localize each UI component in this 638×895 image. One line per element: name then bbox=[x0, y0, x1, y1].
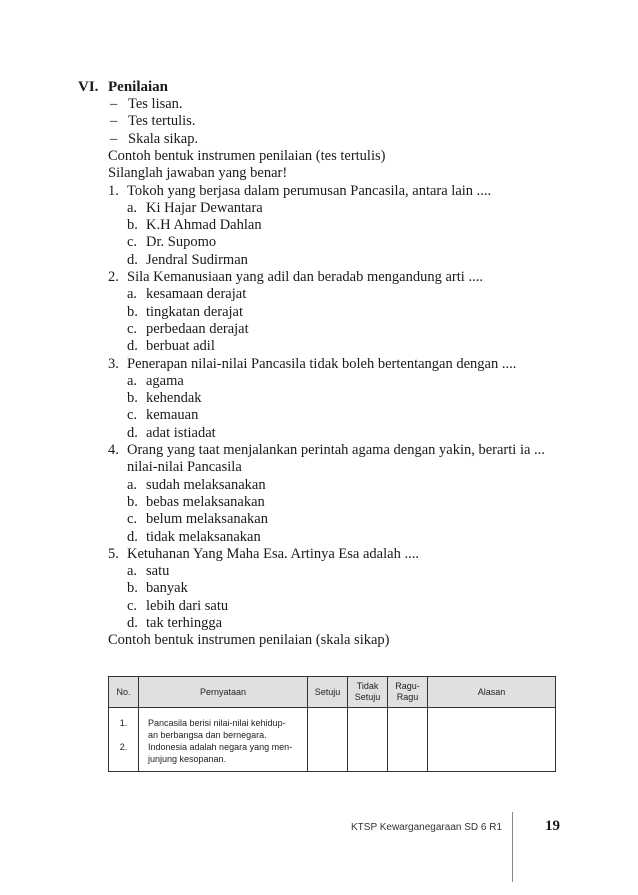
option-letter: a. bbox=[127, 477, 138, 493]
answer-option bbox=[127, 494, 265, 511]
question-line bbox=[108, 356, 516, 373]
question-number: 4. bbox=[108, 442, 119, 458]
question-line bbox=[108, 442, 545, 459]
question-line bbox=[108, 459, 242, 476]
answer-option bbox=[127, 373, 184, 390]
statement-line: an berbangsa dan bernegara. bbox=[148, 730, 267, 740]
question-number: 5. bbox=[108, 546, 119, 562]
header-doubt-line1: Ragu- bbox=[395, 681, 420, 691]
option-text: tak terhingga bbox=[146, 615, 223, 631]
question-text: nilai-nilai Pancasila bbox=[127, 459, 242, 475]
answer-option bbox=[127, 511, 268, 528]
option-letter: d. bbox=[127, 252, 138, 268]
answer-option bbox=[127, 252, 248, 269]
assessment-type-label: Tes tertulis. bbox=[128, 113, 196, 129]
assessment-type-item bbox=[110, 96, 183, 113]
header-disagree-line1: Tidak bbox=[356, 681, 379, 691]
option-text: kehendak bbox=[146, 390, 202, 406]
answer-option bbox=[127, 338, 215, 355]
answer-option bbox=[127, 234, 216, 251]
section-number: VI. bbox=[78, 79, 99, 95]
option-letter: a. bbox=[127, 200, 138, 216]
option-letter: c. bbox=[127, 598, 138, 614]
option-text: banyak bbox=[146, 580, 188, 596]
agree-cell bbox=[308, 708, 348, 772]
answer-option bbox=[127, 217, 262, 234]
question-line bbox=[108, 183, 491, 200]
header-disagree-line2: Setuju bbox=[354, 692, 381, 702]
answer-option bbox=[127, 407, 198, 424]
option-text: kemauan bbox=[146, 407, 199, 423]
table-header-row bbox=[109, 677, 556, 708]
option-text: Jendral Sudirman bbox=[146, 252, 248, 268]
option-text: sudah melaksanakan bbox=[146, 477, 266, 493]
question-text: Orang yang taat menjalankan perintah agama dengan yakin, berarti ia ... bbox=[127, 442, 545, 458]
answer-option bbox=[127, 615, 222, 632]
option-letter: d. bbox=[127, 425, 138, 441]
answer-option bbox=[127, 286, 246, 303]
option-text: bebas melaksanakan bbox=[146, 494, 265, 510]
assessment-type-label: Skala sikap. bbox=[128, 131, 199, 147]
answer-option bbox=[127, 598, 228, 615]
option-letter: d. bbox=[127, 338, 138, 354]
option-letter: c. bbox=[127, 511, 138, 527]
disagree-cell bbox=[348, 708, 388, 772]
option-letter: b. bbox=[127, 494, 138, 510]
header-doubt-line2: Ragu bbox=[396, 692, 419, 702]
option-letter: d. bbox=[127, 615, 138, 631]
doubt-cell bbox=[388, 708, 428, 772]
intro-written: Contoh bentuk instrumen penilaian (tes tertulis) bbox=[108, 148, 386, 164]
row-numbers-cell bbox=[109, 708, 139, 772]
statement-line: Pancasila berisi nilai-nilai kehidup- bbox=[148, 718, 286, 728]
row-number: 1. bbox=[119, 718, 128, 728]
option-letter: b. bbox=[127, 217, 138, 233]
statement-line: Indonesia adalah negara yang men- bbox=[148, 742, 293, 752]
statements-cell bbox=[139, 708, 308, 772]
header-disagree bbox=[348, 677, 388, 708]
header-agree: Setuju bbox=[308, 677, 348, 708]
answer-option bbox=[127, 529, 261, 546]
option-text: tidak melaksanakan bbox=[146, 529, 261, 545]
option-letter: c. bbox=[127, 234, 138, 250]
statement-line: junjung kesopanan. bbox=[148, 754, 227, 764]
option-letter: a. bbox=[127, 373, 138, 389]
section-heading bbox=[78, 79, 168, 96]
dash-bullet: – bbox=[110, 131, 118, 147]
question-number: 2. bbox=[108, 269, 119, 285]
option-text: Ki Hajar Dewantara bbox=[146, 200, 263, 216]
question-number: 1. bbox=[108, 183, 119, 199]
option-letter: c. bbox=[127, 407, 138, 423]
footer-book-title: KTSP Kewarganegaraan SD 6 R1 bbox=[351, 822, 503, 833]
option-text: belum melaksanakan bbox=[146, 511, 268, 527]
answer-option bbox=[127, 580, 188, 597]
option-letter: a. bbox=[127, 286, 138, 302]
question-text: Ketuhanan Yang Maha Esa. Artinya Esa adalah .... bbox=[127, 546, 419, 562]
question-text: Tokoh yang berjasa dalam perumusan Pancasila, antara lain .... bbox=[127, 183, 492, 199]
option-letter: b. bbox=[127, 304, 138, 320]
header-doubt bbox=[388, 677, 428, 708]
assessment-type-item bbox=[110, 131, 198, 148]
option-letter: c. bbox=[127, 321, 138, 337]
option-letter: b. bbox=[127, 390, 138, 406]
page-number: 19 bbox=[545, 818, 560, 834]
question-text: Sila Kemanusiaan yang adil dan beradab mengandung arti .... bbox=[127, 269, 483, 285]
answer-option bbox=[127, 563, 169, 580]
intro-attitude: Contoh bentuk instrumen penilaian (skala sikap) bbox=[108, 632, 390, 648]
option-text: agama bbox=[146, 373, 184, 389]
instruction: Silanglah jawaban yang benar! bbox=[108, 165, 288, 181]
option-letter: b. bbox=[127, 580, 138, 596]
dash-bullet: – bbox=[110, 113, 118, 129]
option-text: berbuat adil bbox=[146, 338, 215, 354]
assessment-type-label: Tes lisan. bbox=[128, 96, 183, 112]
answer-option bbox=[127, 390, 202, 407]
answer-option bbox=[127, 477, 266, 494]
option-text: K.H Ahmad Dahlan bbox=[146, 217, 262, 233]
answer-option bbox=[127, 200, 263, 217]
reason-cell bbox=[428, 708, 556, 772]
option-text: Dr. Supomo bbox=[146, 234, 217, 250]
header-statement: Pernyataan bbox=[139, 677, 308, 708]
question-text: Penerapan nilai-nilai Pancasila tidak boleh bertentangan dengan .... bbox=[127, 356, 517, 372]
option-letter: d. bbox=[127, 529, 138, 545]
header-no: No. bbox=[109, 677, 139, 708]
option-letter: a. bbox=[127, 563, 138, 579]
assessment-type-item bbox=[110, 113, 195, 130]
answer-option bbox=[127, 321, 249, 338]
answer-option bbox=[127, 304, 243, 321]
option-text: perbedaan derajat bbox=[146, 321, 249, 337]
question-line bbox=[108, 546, 419, 563]
option-text: satu bbox=[146, 563, 170, 579]
header-reason: Alasan bbox=[428, 677, 556, 708]
option-text: kesamaan derajat bbox=[146, 286, 247, 302]
row-number-spacer bbox=[109, 730, 138, 742]
option-text: tingkatan derajat bbox=[146, 304, 244, 320]
question-line bbox=[108, 269, 483, 286]
answer-option bbox=[127, 425, 216, 442]
footer-divider bbox=[512, 812, 513, 882]
section-title: Penilaian bbox=[108, 79, 169, 95]
dash-bullet: – bbox=[110, 96, 118, 112]
option-text: adat istiadat bbox=[146, 425, 216, 441]
table-row bbox=[109, 708, 556, 772]
attitude-scale-table bbox=[108, 676, 556, 772]
row-number: 2. bbox=[119, 742, 128, 752]
option-text: lebih dari satu bbox=[146, 598, 229, 614]
question-number: 3. bbox=[108, 356, 119, 372]
